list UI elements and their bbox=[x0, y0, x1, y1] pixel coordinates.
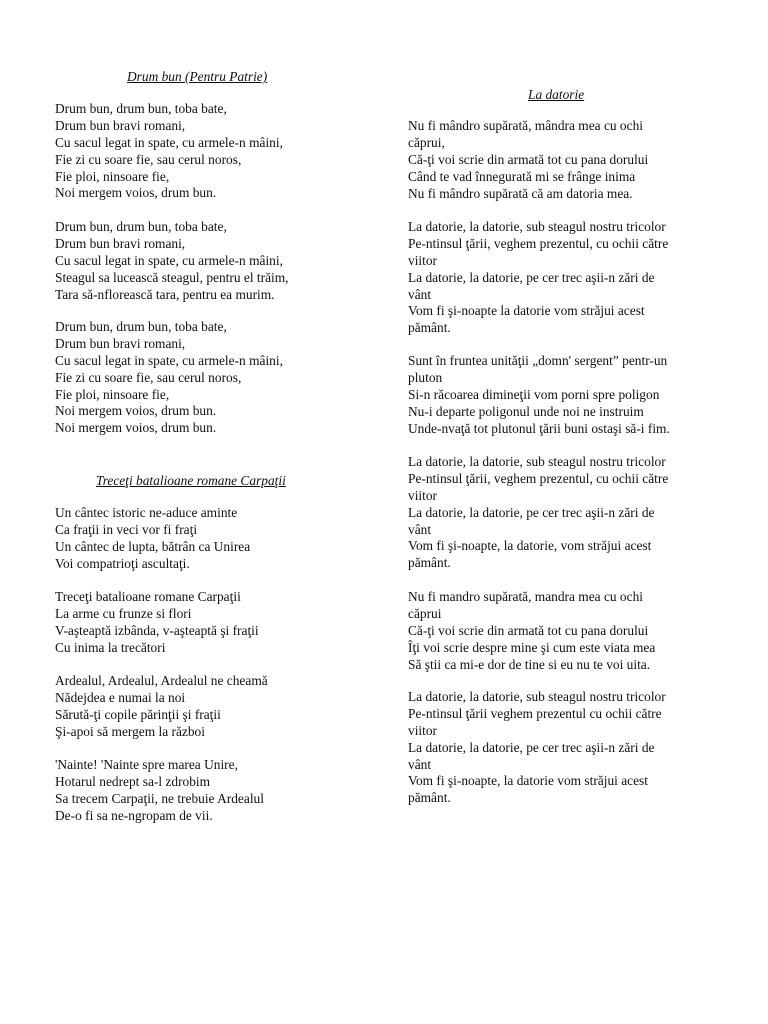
poem-line: Nu-i departe poligonul unde noi ne instruim bbox=[408, 403, 644, 419]
poem-line: Tara să-nflorească tara, pentru ea murim. bbox=[55, 286, 275, 302]
poem-line: Cu sacul legat in spate, cu armele-n mâini, bbox=[55, 134, 283, 150]
poem-line: Hotarul nedrept sa-l zdrobim bbox=[55, 773, 211, 789]
poem-line: Să ştii ca mi-e dor de tine si eu nu te voi uita. bbox=[408, 656, 651, 672]
poem-line: La datorie, la datorie, pe cer trec aşii-n zări de bbox=[408, 504, 655, 520]
poem-line: Drum bun bravi romani, bbox=[55, 117, 186, 133]
poem-line: vânt bbox=[408, 286, 432, 302]
poem-line: La datorie, la datorie, sub steagul nostru tricolor bbox=[408, 689, 666, 704]
poem-line: vânt bbox=[408, 756, 432, 772]
poem-line: Sunt în fruntea unităţii „domn' sergent” pentr-un bbox=[408, 353, 668, 368]
poem-line: Când te vad înnegurată mi se frânge inima bbox=[408, 168, 636, 184]
poem-line: Fie zi cu soare fie, sau cerul noros, bbox=[55, 369, 242, 385]
poem-line: viitor bbox=[408, 487, 438, 503]
poem-line: Nu fi mândro supărată că am datoria mea. bbox=[408, 185, 633, 201]
poem-line: La datorie, la datorie, sub steagul nostru tricolor bbox=[408, 219, 666, 234]
poem-line: Nu fi mândro supărată, mândra mea cu ochi bbox=[408, 118, 643, 133]
poem-title-treceti: Treceţi batalioane romane Carpaţii bbox=[96, 473, 286, 488]
stanza bbox=[408, 689, 666, 807]
poem-line: Drum bun, drum bun, toba bate, bbox=[55, 219, 227, 234]
poem-line: pluton bbox=[408, 369, 443, 385]
poem-line: Noi mergem voios, drum bun. bbox=[55, 403, 217, 419]
stanza bbox=[408, 219, 668, 337]
poem-line: căprui bbox=[408, 605, 442, 621]
stanza bbox=[408, 454, 668, 572]
poem-line: Drum bun, drum bun, toba bate, bbox=[55, 101, 227, 116]
poem-line: Drum bun bravi romani, bbox=[55, 335, 186, 351]
poem-line: Pe-ntinsul ţării, veghem prezentul, cu ochii către bbox=[408, 235, 669, 251]
stanza bbox=[408, 353, 670, 437]
poem-line: Nu fi mandro supărată, mandra mea cu ochi bbox=[408, 589, 643, 604]
poem-line: Îţi voi scrie despre mine şi cum este viata mea bbox=[408, 639, 656, 655]
poem-line: Un cântec de lupta, bătrân ca Unirea bbox=[55, 538, 251, 554]
poem-line: Drum bun bravi romani, bbox=[55, 235, 186, 251]
poem-line: viitor bbox=[408, 722, 438, 738]
poem-line: Că-ţi voi scrie din armată tot cu pana dorului bbox=[408, 151, 649, 167]
poem-line: pământ. bbox=[408, 555, 451, 571]
poem-line: Vom fi şi-noapte la datorie vom străjui acest bbox=[408, 303, 645, 319]
poem-line: Fie ploi, ninsoare fie, bbox=[55, 168, 170, 184]
poem-line: Steagul sa lucească steagul, pentru el trăim, bbox=[55, 269, 289, 285]
stanza bbox=[55, 319, 283, 437]
stanza bbox=[55, 673, 268, 741]
poem-line: Unde-nvaţă tot plutonul ţării buni ostaşi să-i fim. bbox=[408, 420, 670, 436]
poem-line: Vom fi şi-noapte, la datorie, vom străjui acest bbox=[408, 538, 652, 554]
poem-line: Treceţi batalioane romane Carpaţii bbox=[55, 589, 241, 604]
poem-title-la-datorie: La datorie bbox=[528, 87, 585, 102]
stanza bbox=[55, 219, 289, 303]
stanza bbox=[55, 589, 259, 657]
poem-line: Voi compatrioţi ascultaţi. bbox=[55, 555, 190, 571]
poem-line: Si-n răcoarea dimineţii vom porni spre poligon bbox=[408, 386, 660, 402]
poem-line: Cu inima la trecători bbox=[55, 639, 166, 655]
poem-line: pământ. bbox=[408, 320, 451, 336]
poem-line: Pe-ntinsul ţării, veghem prezentul, cu ochii către bbox=[408, 470, 669, 486]
poem-line: Noi mergem voios, drum bun. bbox=[55, 420, 217, 436]
stanza bbox=[408, 118, 648, 202]
poem-line: La datorie, la datorie, sub steagul nostru tricolor bbox=[408, 454, 666, 469]
poem-line: Cu sacul legat in spate, cu armele-n mâini, bbox=[55, 252, 283, 268]
poem-line: Un cântec istoric ne-aduce aminte bbox=[55, 505, 238, 520]
poem-line: Sa trecem Carpaţii, ne trebuie Ardealul bbox=[55, 790, 264, 806]
poem-line: Noi mergem voios, drum bun. bbox=[55, 185, 217, 201]
stanza bbox=[55, 505, 250, 573]
poem-line: La datorie, la datorie, pe cer trec aşii-n zări de bbox=[408, 739, 655, 755]
poem-line: căprui, bbox=[408, 134, 445, 150]
poem-line: Ardealul, Ardealul, Ardealul ne cheamă bbox=[55, 673, 268, 688]
poem-title-drum-bun: Drum bun (Pentru Patrie) bbox=[127, 69, 268, 84]
stanza bbox=[408, 589, 655, 673]
poem-line: Drum bun, drum bun, toba bate, bbox=[55, 319, 227, 334]
stanza bbox=[55, 101, 283, 202]
poem-line: 'Nainte! 'Nainte spre marea Unire, bbox=[55, 757, 238, 772]
poem-line: La arme cu frunze si flori bbox=[55, 605, 192, 621]
poem-line: De-o fi sa ne-ngropam de vii. bbox=[55, 807, 213, 823]
poem-line: Cu sacul legat in spate, cu armele-n mâini, bbox=[55, 352, 283, 368]
poem-line: pământ. bbox=[408, 790, 451, 806]
poem-line: Fie ploi, ninsoare fie, bbox=[55, 386, 170, 402]
poem-line: Nădejdea e numai la noi bbox=[55, 689, 186, 705]
poem-line: La datorie, la datorie, pe cer trec aşii-n zări de bbox=[408, 269, 655, 285]
poem-line: Ca fraţii in veci vor fi fraţi bbox=[55, 521, 198, 537]
poem-line: viitor bbox=[408, 252, 438, 268]
poem-line: Că-ţi voi scrie din armată tot cu pana dorului bbox=[408, 622, 649, 638]
poem-line: V-aşteaptă izbânda, v-aşteaptă şi fraţii bbox=[55, 622, 259, 638]
stanza bbox=[55, 757, 264, 825]
poem-line: Vom fi şi-noapte, la datorie vom străjui acest bbox=[408, 773, 648, 789]
poem-line: Fie zi cu soare fie, sau cerul noros, bbox=[55, 151, 242, 167]
poem-line: Şi-apoi să mergem la război bbox=[55, 723, 205, 739]
poem-line: Sărută-ţi copile părinţii şi fraţii bbox=[55, 706, 221, 722]
poem-line: vânt bbox=[408, 521, 432, 537]
poem-line: Pe-ntinsul ţării veghem prezentul cu ochii către bbox=[408, 705, 662, 721]
